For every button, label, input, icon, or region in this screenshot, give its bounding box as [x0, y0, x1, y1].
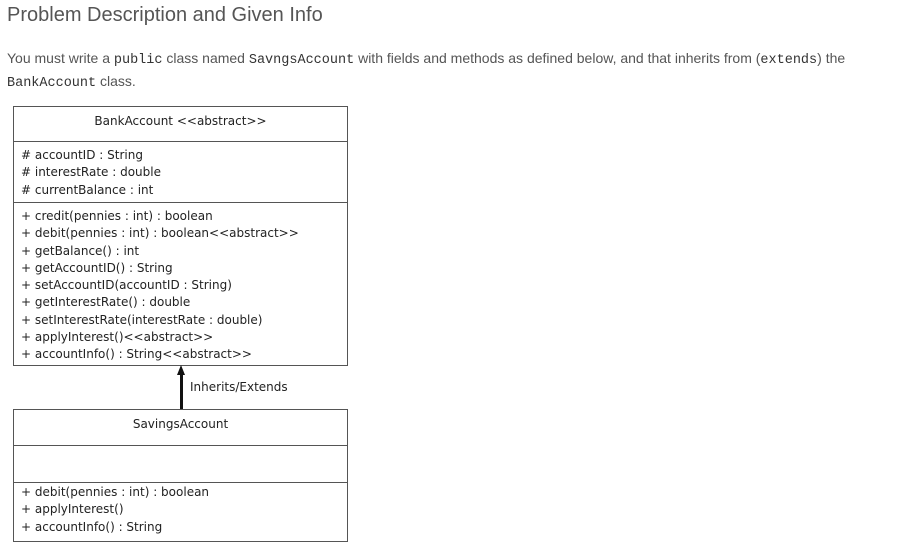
bank-account-class-box: [13, 106, 348, 366]
method-item: + debit(pennies : int) : boolean<<abstract>>: [21, 226, 299, 241]
method-item: + accountInfo() : String<<abstract>>: [21, 347, 252, 362]
code-keyword-public: public: [113, 53, 163, 68]
savings-account-fields-section: [14, 446, 347, 483]
bank-account-methods-section: [14, 203, 347, 365]
savings-account-class-box: [13, 409, 348, 542]
inheritance-label: Inherits/Extends: [190, 380, 288, 394]
field-item: # interestRate : double: [21, 165, 161, 180]
code-parent-class-name: BankAccount: [7, 76, 97, 91]
method-item: + applyInterest(): [21, 502, 124, 517]
problem-description: [7, 48, 892, 94]
field-item: # accountID : String: [21, 148, 143, 162]
description-text: with fields and methods as defined below, and that inherits from (: [354, 50, 761, 66]
description-text: ) the: [817, 50, 846, 66]
inheritance-arrow-line: [180, 374, 183, 409]
method-item: + getInterestRate() : double: [21, 295, 191, 310]
code-class-name: SavngsAccount: [248, 53, 355, 68]
method-item: + debit(pennies : int) : boolean: [21, 485, 210, 499]
method-item: + setInterestRate(interestRate : double): [21, 312, 263, 327]
method-item: + getAccountID() : String: [21, 260, 173, 275]
method-item: + credit(pennies : int) : boolean: [21, 209, 213, 223]
description-text: You must write a: [7, 50, 114, 66]
description-text: class named: [162, 50, 249, 66]
method-item: + getBalance() : int: [21, 243, 140, 258]
bank-account-name-section: [14, 107, 347, 142]
page-title: Problem Description and Given Info: [7, 4, 323, 26]
description-text: class.: [96, 73, 136, 89]
code-keyword-extends: extends: [760, 53, 818, 68]
class-name: BankAccount <<abstract>>: [94, 114, 267, 128]
bank-account-fields-section: [14, 142, 347, 203]
method-item: + accountInfo() : String: [21, 519, 163, 534]
class-name: SavingsAccount: [132, 417, 229, 431]
method-item: + applyInterest()<<abstract>>: [21, 330, 214, 345]
savings-account-name-section: [14, 410, 347, 446]
field-item: # currentBalance : int: [21, 182, 154, 197]
method-item: + setAccountID(accountID : String): [21, 278, 232, 293]
savings-account-methods-section: [14, 483, 347, 541]
